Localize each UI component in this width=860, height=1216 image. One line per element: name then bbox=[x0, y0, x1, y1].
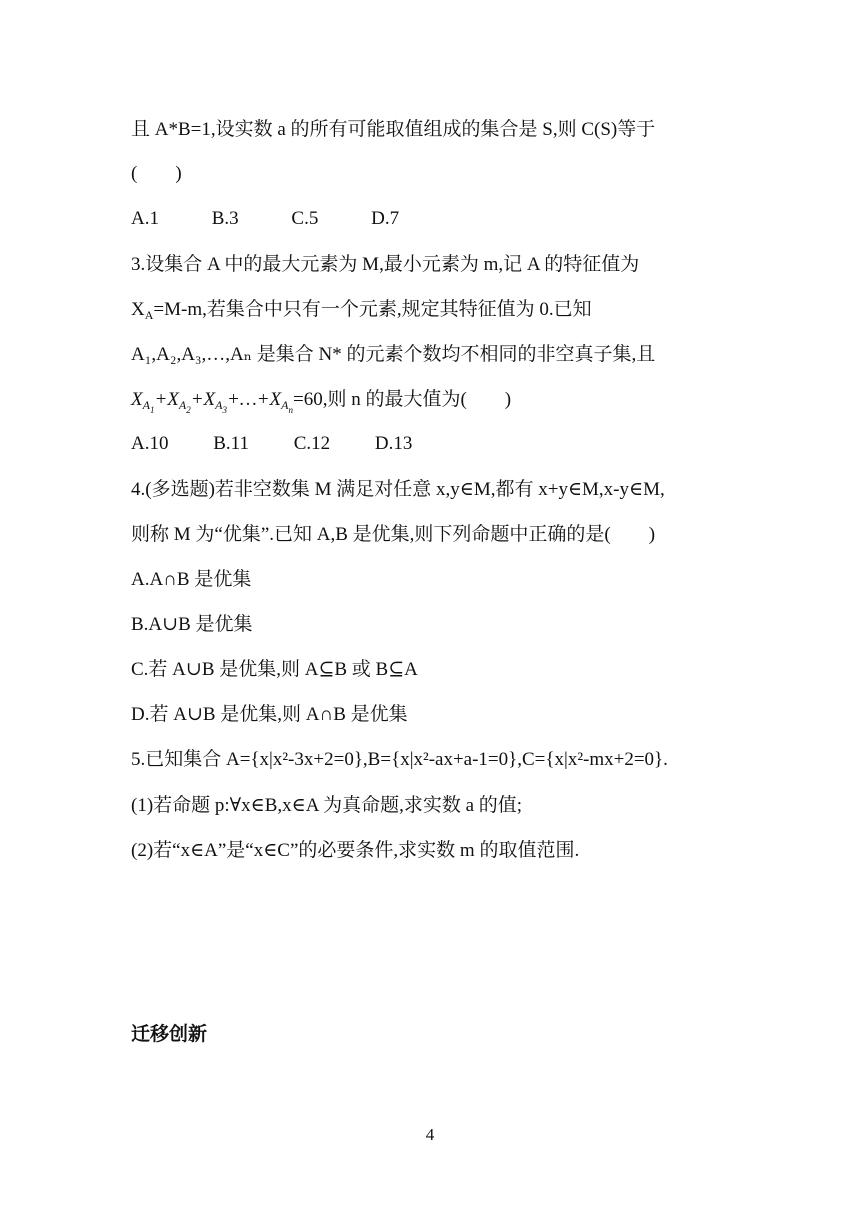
q4-option-c: C.若 A∪B 是优集,则 A⊆B 或 B⊆A bbox=[131, 659, 418, 680]
q3-option-a: A.10 bbox=[131, 433, 169, 454]
q3-line1: 3.设集合 A 中的最大元素为 M,最小元素为 m,记 A 的特征值为 bbox=[131, 254, 640, 275]
q5-part1: (1)若命题 p:∀x∈B,x∈A 为真命题,求实数 a 的值; bbox=[131, 795, 523, 816]
q2-option-d: D.7 bbox=[371, 208, 400, 229]
q2-option-a: A.1 bbox=[131, 208, 159, 229]
q4-option-d: D.若 A∪B 是优集,则 A∩B 是优集 bbox=[131, 704, 408, 725]
q4-line2: 则称 M 为“优集”.已知 A,B 是优集,则下列命题中正确的是( ) bbox=[131, 524, 656, 545]
q3-line3: A₁,A₂,A₃,…,Aₙ 是集合 N* 的元素个数均不相同的非空真子集,且 bbox=[131, 344, 656, 365]
section-heading: 迁移创新 bbox=[131, 1023, 208, 1045]
q2-option-c: C.5 bbox=[291, 208, 319, 229]
q3-options bbox=[131, 434, 412, 453]
q2-option-b: B.3 bbox=[211, 208, 239, 229]
q2-answer-blank: ( ) bbox=[131, 163, 182, 184]
q3-sum-expression: $X_{A_1}+X_{A_2}+X_{A_3}+\dots+X_{A_n}$ bbox=[131, 389, 294, 415]
q3-line4 bbox=[131, 390, 511, 415]
q4-option-a: A.A∩B 是优集 bbox=[131, 569, 252, 590]
q3-x: X bbox=[131, 299, 145, 320]
q3-line4-rest: =60,则 n 的最大值为( ) bbox=[293, 389, 512, 410]
q4-option-b: B.A∪B 是优集 bbox=[131, 614, 253, 635]
page-number: 4 bbox=[425, 1125, 435, 1144]
q2-continuation: 且 A*B=1,设实数 a 的所有可能取值组成的集合是 S,则 C(S)等于 bbox=[131, 119, 656, 140]
q3-option-d: D.13 bbox=[374, 433, 413, 454]
q4-line1: 4.(多选题)若非空数集 M 满足对任意 x,y∈M,都有 x+y∈M,x-y∈M, bbox=[131, 479, 665, 500]
q3-x-sub: A bbox=[144, 308, 154, 322]
q5-part2: (2)若“x∈A”是“x∈C”的必要条件,求实数 m 的取值范围. bbox=[131, 840, 580, 861]
q3-option-c: C.12 bbox=[293, 433, 331, 454]
q2-options bbox=[131, 209, 399, 228]
q5-line1: 5.已知集合 A={x|x²-3x+2=0},B={x|x²-ax+a-1=0},C={x|x²-mx+2=0}. bbox=[131, 749, 668, 770]
q3-line2 bbox=[131, 300, 592, 321]
q3-line2-rest: =M-m,若集合中只有一个元素,规定其特征值为 0.已知 bbox=[153, 299, 592, 320]
q3-option-b: B.11 bbox=[213, 433, 249, 454]
